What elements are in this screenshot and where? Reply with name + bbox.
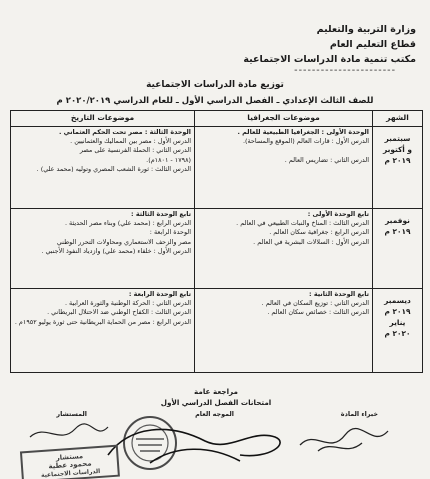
general-supervisor-label: الموجه العام xyxy=(195,410,234,418)
table-row xyxy=(11,208,423,288)
lessons-list: الدرس الثاني : الحركة الوطنية والثورة العرابية . الدرس الثالث : الكفاح الوطني ضد الاحتلال البريطاني . الدرس الرابع : مصر من الحماية البريطانية حتى ثورة يوليو ١٩٥٢م . xyxy=(14,299,191,326)
month-cell: سبتمبر و أكتوبر ٢٠١٩ م xyxy=(373,126,423,208)
ministry-header xyxy=(243,22,416,75)
sector-name: قطاع التعليم العام xyxy=(329,39,416,50)
advisor-signature xyxy=(30,424,108,437)
supervisor-signature xyxy=(108,429,280,463)
advisor-label: المستشار xyxy=(56,410,87,418)
table-row xyxy=(11,288,423,372)
office-name: مكتب تنمية مادة الدراسات الاجتماعية xyxy=(243,54,416,65)
lessons-list: الدرس الثالث : المناخ والنبات الطبيعي في العالم . الدرس الرابع : جغرافية سكان العالم . الدرس الأول : السلالات البشرية في العالم . xyxy=(236,219,369,246)
lessons-list: الدرس الرابع : (محمد علي) وبناء مصر الحديثة . الوحدة الرابعة : مصر والزحف الاستعماري ومحاولات التحرر الوطني الدرس الأول : خلفاء (محمد علي) وازدياد النفوذ الأجنبي . xyxy=(41,219,191,255)
curriculum-table xyxy=(10,110,423,373)
unit-title: تابع الوحدة الرابعة : xyxy=(128,289,191,298)
name-stamp xyxy=(21,446,119,479)
history-cell xyxy=(11,288,195,372)
experts-label: خبراء المادة xyxy=(340,410,378,418)
unit-title: الوحدة الثالثة : مصر تحت الحكم العثماني . xyxy=(59,127,191,136)
unit-title: الوحدة الأولى : الجغرافيا الطبيعية للعالم . xyxy=(237,127,369,136)
signatures-and-stamps xyxy=(0,415,430,479)
unit-title: تابع الوحدة الثانية : xyxy=(309,289,369,298)
ministry-name: وزارة التربية والتعليم xyxy=(316,24,416,35)
stamp-title: مستشار xyxy=(55,452,84,462)
header-month: الشهر xyxy=(373,111,423,127)
stamp-dept: الدراسات الاجتماعية xyxy=(40,467,101,479)
stamp-name: محمود عطية xyxy=(48,459,92,471)
exams-label: امتحانات الفصل الدراسي الأول xyxy=(160,398,272,407)
geography-cell xyxy=(195,208,373,288)
month-cell: نوفمبر ٢٠١٩ م xyxy=(373,208,423,288)
table-header-row xyxy=(11,111,423,127)
unit-title: تابع الوحدة الثالثة : xyxy=(131,209,191,218)
history-cell xyxy=(11,126,195,208)
month-cell: ديسمبر ٢٠١٩ م يناير ٢٠٢٠ م xyxy=(373,288,423,372)
document-subtitle: للصف الثالث الإعدادي ـ الفصل الدراسي الأول ـ للعام الدراسي ٢٠٢٠/٢٠١٩ م xyxy=(56,96,374,106)
header-geography: موضوعات الجغرافيا xyxy=(195,111,373,127)
geography-cell xyxy=(195,288,373,372)
header-divider: ----------------------- xyxy=(294,65,396,76)
review-section xyxy=(10,386,422,408)
official-stamp xyxy=(124,417,176,469)
experts-signature xyxy=(300,428,388,451)
unit-title: تابع الوحدة الأولى : xyxy=(307,209,369,218)
table-row xyxy=(11,126,423,208)
lessons-list: الدرس الأول : مصر بين المماليك والعثمانيين . الدرس الثاني : الحملة الفرنسية على مصر (١٧٩٨ - ١٨٠١م). الدرس الثالث : ثورة الشعب المصري وتوليه (محمد علي) . xyxy=(36,137,191,173)
general-review: مراجعة عامة xyxy=(194,387,238,396)
header-history: موضوعات التاريخ xyxy=(11,111,195,127)
document-title: توزيع مادة الدراسات الاجتماعية xyxy=(146,80,284,90)
geography-cell xyxy=(195,126,373,208)
lessons-list: الدرس الأول : قارات العالم (الموقع والمساحة). الدرس الثاني : تضاريس العالم . xyxy=(242,137,369,164)
history-cell xyxy=(11,208,195,288)
lessons-list: الدرس الثاني : توزيع السكان في العالم . الدرس الثالث : خصائص سكان العالم . xyxy=(261,299,369,317)
